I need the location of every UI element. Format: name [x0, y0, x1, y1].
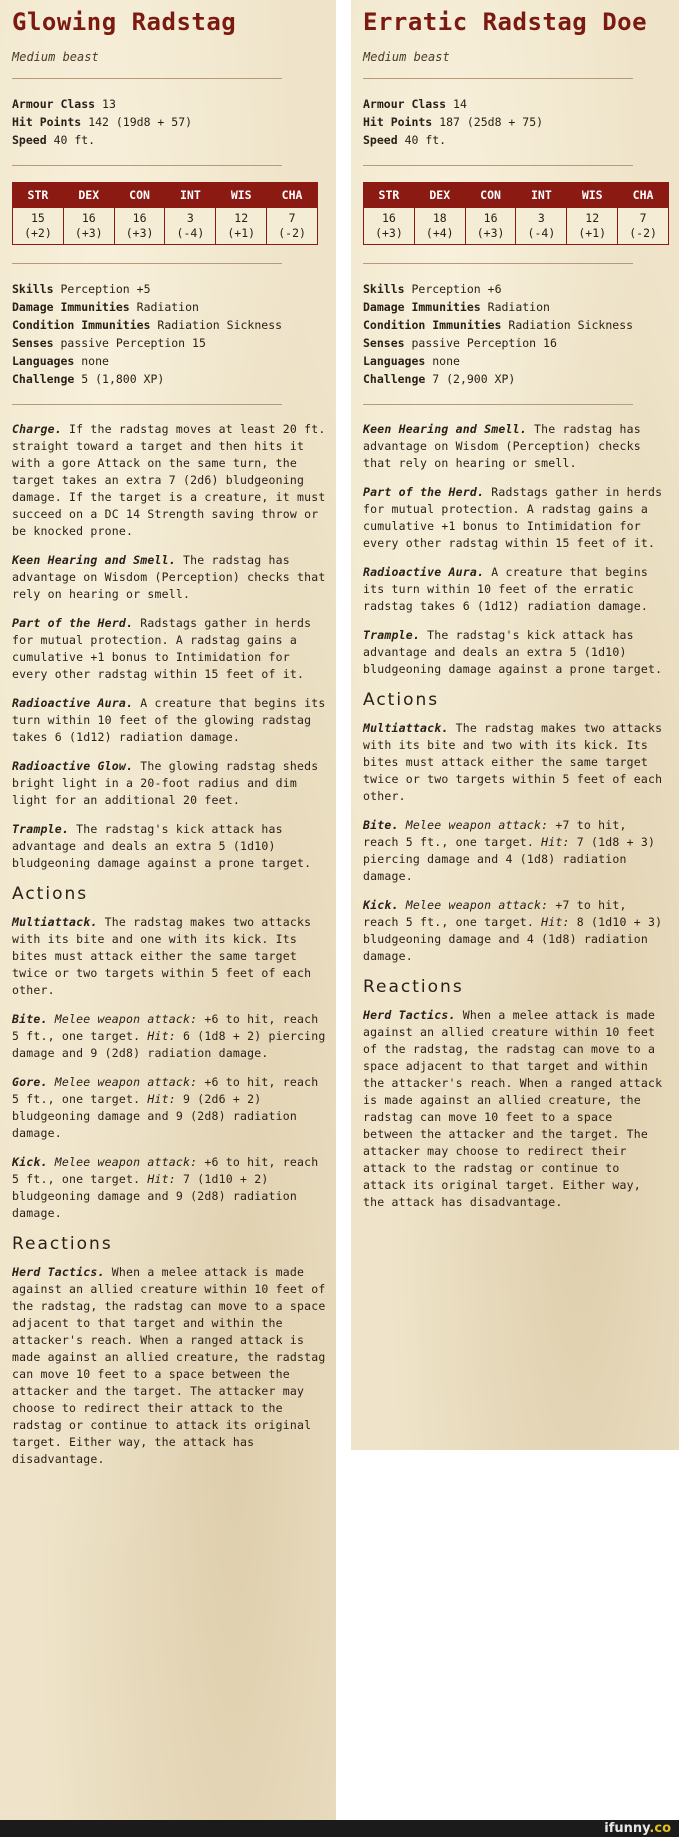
skills: Skills Perception +6 [363, 282, 502, 296]
condition-immunities: Condition Immunities Radiation Sickness [12, 318, 283, 332]
trait-trample: Trample. The radstag's kick attack has advantage and deals an extra 5 (1d10) bludgeoning damage against a prone target. [363, 628, 663, 676]
senses: Senses passive Perception 15 [12, 336, 206, 350]
action-multiattack: Multiattack. The radstag makes two attacks with its bite and two with its kick. Its bites must attack either the same target twice or two targets within 5 feet of each other. [363, 721, 663, 803]
action-bite: Bite. Melee weapon attack: +6 to hit, reach 5 ft., one target. Hit: 6 (1d8 + 2) piercing damage and 9 (2d8) radiation damage. [12, 1012, 326, 1060]
trait-radioactive-aura: Radioactive Aura. A creature that begins its turn within 10 feet of the erratic radstag takes 6 (1d12) radiation damage. [363, 565, 648, 613]
ability-cell: 16 (+3) [465, 208, 516, 245]
ability-header: WIS [567, 183, 618, 208]
ability-cell: 12 (+1) [567, 208, 618, 245]
divider [12, 165, 282, 166]
creature-type: Medium beast [363, 50, 450, 64]
core-stats [10, 95, 326, 149]
divider [363, 263, 633, 264]
ability-cell: 7 (-2) [267, 208, 318, 245]
hit-points: Hit Points 187 (25d8 + 75) [363, 115, 544, 129]
skills: Skills Perception +5 [12, 282, 151, 296]
ability-cell: 12 (+1) [216, 208, 267, 245]
divider [363, 78, 633, 79]
watermark-bar [0, 1820, 679, 1837]
speed: Speed 40 ft. [363, 133, 447, 147]
reactions-heading: Reactions [12, 1234, 113, 1254]
ability-header: INT [516, 183, 567, 208]
armor-class: Armour Class 13 [12, 97, 116, 111]
reaction-herd-tactics: Herd Tactics. When a melee attack is made against an allied creature within 10 feet of the radstag, the radstag can move to a space adjacent to that target and within the attacker's reach. When a ranged attack is made against an allied creature, the radstag can move 10 feet to a space between the attacker and the target. The attacker may choose to redirect their attack to the radstag or continue to attack its original target. Either way, the attack has disadvantage. [12, 1265, 326, 1466]
senses: Senses passive Perception 16 [363, 336, 557, 350]
ability-header: STR [13, 183, 64, 208]
languages: Languages none [363, 354, 460, 368]
core-stats [361, 95, 669, 149]
trait-part-of-herd: Part of the Herd. Radstags gather in herds for mutual protection. A radstag gains a cumulative +1 bonus to Intimidation for every other radstag within 15 feet of it. [12, 616, 312, 681]
secondary-stats [361, 280, 669, 388]
challenge: Challenge 7 (2,900 XP) [363, 372, 516, 386]
condition-immunities: Condition Immunities Radiation Sickness [363, 318, 634, 332]
ability-cell: 7 (-2) [618, 208, 669, 245]
ability-cell: 3 (-4) [516, 208, 567, 245]
actions-heading: Actions [363, 690, 440, 710]
divider [12, 263, 282, 264]
ability-header: INT [165, 183, 216, 208]
divider [12, 78, 282, 79]
actions-heading: Actions [12, 884, 89, 904]
action-kick: Kick. Melee weapon attack: +7 to hit, reach 5 ft., one target. Hit: 8 (1d10 + 3) bludgeoning damage and 4 (1d8) radiation damage. [363, 898, 663, 963]
speed: Speed 40 ft. [12, 133, 96, 147]
challenge: Challenge 5 (1,800 XP) [12, 372, 165, 386]
reaction-herd-tactics: Herd Tactics. When a melee attack is made against an allied creature within 10 feet of the radstag, the radstag can move to a space adjacent to that target and within the attacker's reach. When a ranged attack is made against an allied creature, the radstag can move 10 feet to a space between the attacker and the target. The attacker may choose to redirect their attack to the radstag or continue to attack its original target. Either way, the attack has disadvantage. [363, 1008, 663, 1209]
action-bite: Bite. Melee weapon attack: +7 to hit, reach 5 ft., one target. Hit: 7 (1d8 + 3) piercing damage and 4 (1d8) radiation damage. [363, 818, 656, 883]
stat-block-glowing-radstag [0, 0, 336, 1820]
ability-header: CHA [618, 183, 669, 208]
watermark-logo: ifunny.co [604, 1821, 671, 1836]
stat-block-erratic-radstag-doe [351, 0, 679, 1450]
ability-cell: 3 (-4) [165, 208, 216, 245]
ability-scores-table [12, 182, 318, 245]
trait-radioactive-aura: Radioactive Aura. A creature that begins its turn within 10 feet of the glowing radstag takes 6 (1d12) radiation damage. [12, 696, 326, 744]
action-gore: Gore. Melee weapon attack: +6 to hit, reach 5 ft., one target. Hit: 9 (2d6 + 2) bludgeoning damage and 9 (2d8) radiation damage. [12, 1075, 319, 1140]
creature-type: Medium beast [12, 50, 99, 64]
ability-cell: 15 (+2) [13, 208, 64, 245]
divider [363, 404, 633, 405]
divider [363, 165, 633, 166]
ability-header: CON [465, 183, 516, 208]
creature-name: Glowing Radstag [12, 8, 237, 36]
ability-cell: 16 (+3) [364, 208, 415, 245]
trait-keen-hearing: Keen Hearing and Smell. The radstag has advantage on Wisdom (Perception) checks that rely on hearing or smell. [12, 553, 326, 601]
reactions-heading: Reactions [363, 977, 464, 997]
trait-trample: Trample. The radstag's kick attack has advantage and deals an extra 5 (1d10) bludgeoning damage against a prone target. [12, 822, 312, 870]
hit-points: Hit Points 142 (19d8 + 57) [12, 115, 193, 129]
ability-header: DEX [63, 183, 114, 208]
ability-header: CON [114, 183, 165, 208]
ability-header: STR [364, 183, 415, 208]
ability-header: CHA [267, 183, 318, 208]
trait-radioactive-glow: Radioactive Glow. The glowing radstag sheds bright light in a 20-foot radius and dim light for an additional 20 feet. [12, 759, 319, 807]
ability-cell: 16 (+3) [114, 208, 165, 245]
action-kick: Kick. Melee weapon attack: +6 to hit, reach 5 ft., one target. Hit: 7 (1d10 + 2) bludgeoning damage and 9 (2d8) radiation damage. [12, 1155, 319, 1220]
ability-scores-table [363, 182, 669, 245]
trait-keen-hearing: Keen Hearing and Smell. The radstag has advantage on Wisdom (Perception) checks that rely on hearing or smell. [363, 422, 641, 470]
trait-charge: Charge. If the radstag moves at least 20 ft. straight toward a target and then hits it with a gore Attack on the same turn, the target takes an extra 7 (2d6) bludgeoning damage. If the target is a creature, it must succeed on a DC 14 Strength saving throw or be knocked prone. [12, 422, 326, 538]
damage-immunities: Damage Immunities Radiation [12, 300, 199, 314]
damage-immunities: Damage Immunities Radiation [363, 300, 550, 314]
ability-cell: 18 (+4) [414, 208, 465, 245]
creature-name: Erratic Radstag Doe [363, 8, 648, 36]
trait-part-of-herd: Part of the Herd. Radstags gather in herds for mutual protection. A radstag gains a cumulative +1 bonus to Intimidation for every other radstag within 15 feet of it. [363, 485, 663, 550]
languages: Languages none [12, 354, 109, 368]
ability-header: WIS [216, 183, 267, 208]
divider [12, 404, 282, 405]
ability-header: DEX [414, 183, 465, 208]
armor-class: Armour Class 14 [363, 97, 467, 111]
secondary-stats [10, 280, 326, 388]
ability-cell: 16 (+3) [63, 208, 114, 245]
action-multiattack: Multiattack. The radstag makes two attacks with its bite and one with its kick. Its bites must attack either the same target twice or two targets within 5 feet of each other. [12, 915, 312, 997]
